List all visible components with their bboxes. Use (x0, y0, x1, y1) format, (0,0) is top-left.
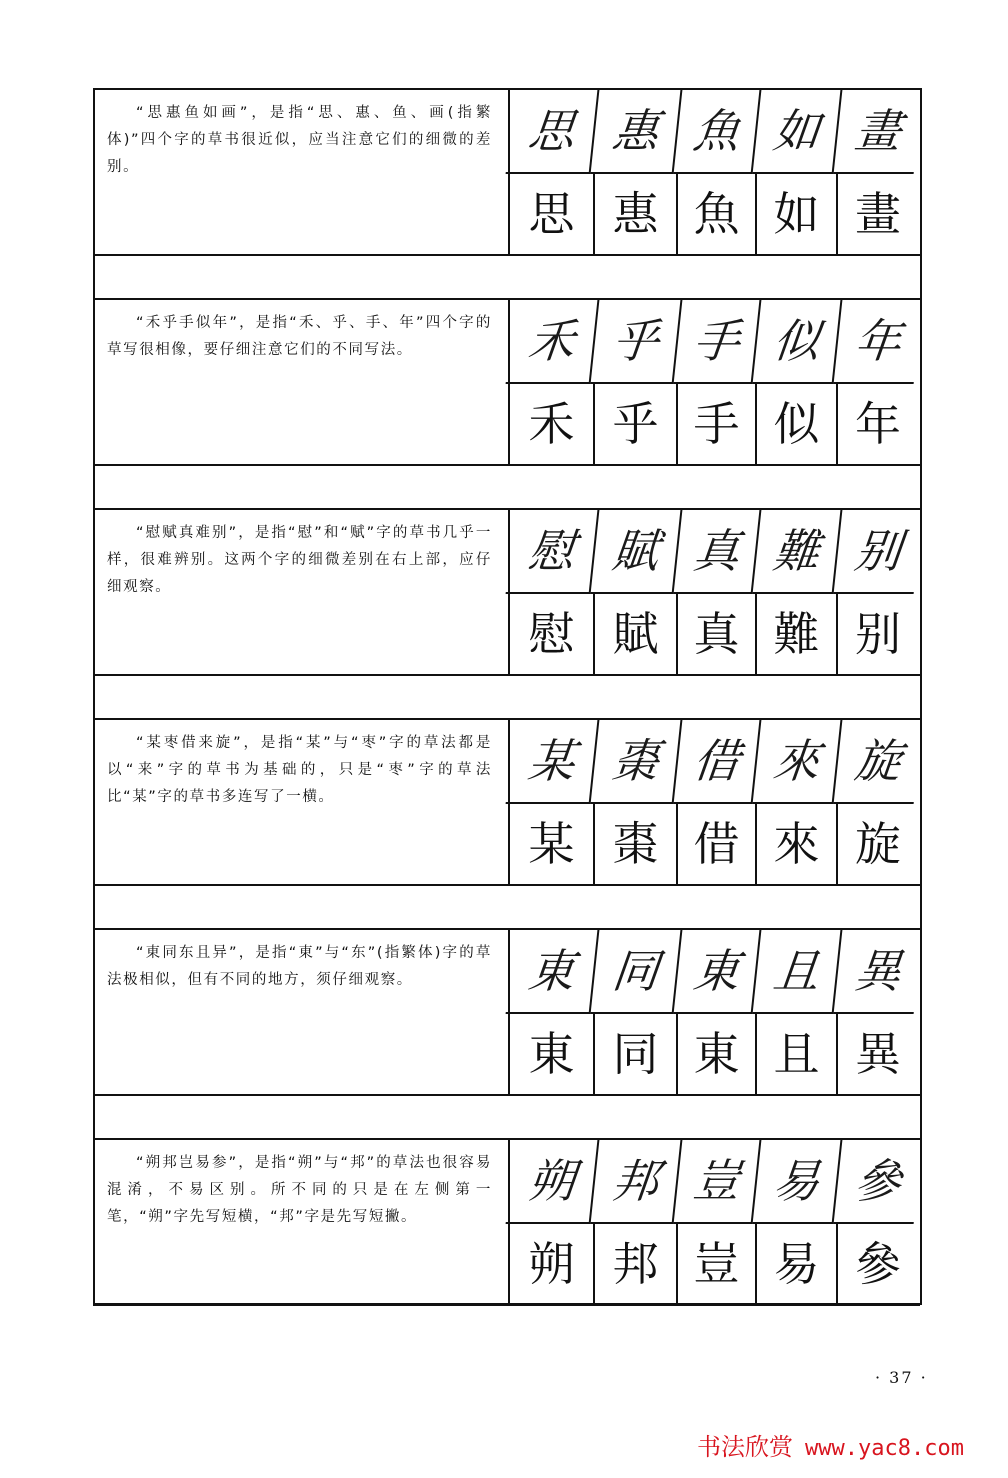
cursive-character-cell: 似 (753, 300, 843, 384)
cursive-character-cell: 朔 (506, 1140, 600, 1224)
regular-character-cell: 東 (510, 1014, 595, 1094)
regular-character-cell: 同 (595, 1014, 678, 1094)
regular-character-cell: 東 (678, 1014, 757, 1094)
section-description: “慰赋真难别”，是指“慰”和“赋”字的草书几乎一样，很难辨别。这两个字的细微差别在右上部，应仔细观察。 (107, 525, 492, 595)
character-grid (508, 1140, 920, 1304)
regular-character-cell: 旋 (855, 817, 901, 871)
regular-character-cell: 乎 (595, 384, 678, 464)
character-grid (508, 510, 920, 674)
cursive-character-cell: 東 (506, 930, 600, 1014)
section-description: “東同东且异”，是指“東”与“东”(指繁体)字的草法极相似，但有不同的地方，须仔细观察。 (107, 945, 492, 988)
comparison-section (93, 508, 920, 676)
regular-character-cell: 畫 (855, 187, 901, 241)
character-grid (508, 90, 920, 254)
regular-character-cell: 朔 (510, 1224, 595, 1304)
regular-character-cell: 禾 (510, 384, 595, 464)
cursive-character-cell: 邦 (591, 1140, 683, 1224)
regular-character-cell: 易 (757, 1224, 838, 1304)
cursive-character-cell: 畫 (834, 90, 923, 174)
comparison-section (93, 928, 920, 1096)
cursive-character-cell: 來 (753, 720, 843, 804)
cursive-character-cell: 豈 (674, 1140, 762, 1224)
regular-character-cell: 手 (678, 384, 757, 464)
comparison-section (93, 718, 920, 886)
character-grid (508, 300, 920, 464)
cursive-character-cell: 棗 (591, 720, 683, 804)
cursive-character-cell: 某 (506, 720, 600, 804)
page-number: · 37 · (875, 1368, 928, 1387)
regular-character-cell: 邦 (595, 1224, 678, 1304)
page-frame (93, 88, 922, 1305)
regular-character-cell: 似 (757, 384, 838, 464)
character-grid (508, 720, 920, 884)
regular-character-cell: 參 (855, 1237, 901, 1291)
section-description: “禾乎手似年”，是指“禾、乎、手、年”四个字的草写很相像，要仔细注意它们的不同写法。 (107, 315, 492, 358)
watermark-label: 书法欣赏 (697, 1433, 793, 1461)
regular-character-cell: 思 (510, 174, 595, 254)
regular-character-cell: 異 (855, 1027, 901, 1081)
regular-character-cell: 年 (855, 397, 901, 451)
cursive-character-cell: 手 (674, 300, 762, 384)
cursive-character-cell: 異 (834, 930, 923, 1014)
cursive-character-cell: 參 (834, 1140, 923, 1224)
cursive-character-cell: 借 (674, 720, 762, 804)
watermark[interactable] (697, 1427, 964, 1462)
regular-character-cell: 别 (855, 607, 901, 661)
cursive-character-cell: 惠 (591, 90, 683, 174)
regular-character-cell: 如 (757, 174, 838, 254)
cursive-character-cell: 魚 (674, 90, 762, 174)
watermark-url[interactable]: www.yac8.com (805, 1436, 964, 1461)
section-description: “思惠鱼如画”，是指“思、惠、鱼、画(指繁体)”四个字的草书很近似，应当注意它们的细微的差别。 (107, 105, 492, 175)
cursive-character-cell: 東 (674, 930, 762, 1014)
cursive-character-cell: 旋 (834, 720, 923, 804)
regular-character-cell: 魚 (678, 174, 757, 254)
regular-character-cell: 棗 (595, 804, 678, 884)
cursive-character-cell: 年 (834, 300, 923, 384)
regular-character-cell: 難 (757, 594, 838, 674)
regular-character-cell: 賦 (595, 594, 678, 674)
regular-character-cell: 借 (678, 804, 757, 884)
cursive-character-cell: 禾 (506, 300, 600, 384)
cursive-character-cell: 真 (674, 510, 762, 594)
regular-character-cell: 來 (757, 804, 838, 884)
regular-character-cell: 惠 (595, 174, 678, 254)
cursive-character-cell: 易 (753, 1140, 843, 1224)
character-grid (508, 930, 920, 1094)
cursive-character-cell: 思 (506, 90, 600, 174)
cursive-character-cell: 如 (753, 90, 843, 174)
cursive-character-cell: 别 (834, 510, 923, 594)
cursive-character-cell: 且 (753, 930, 843, 1014)
regular-character-cell: 且 (757, 1014, 838, 1094)
comparison-section (93, 298, 920, 466)
cursive-character-cell: 慰 (506, 510, 600, 594)
cursive-character-cell: 乎 (591, 300, 683, 384)
regular-character-cell: 豈 (678, 1224, 757, 1304)
section-description: “某枣借来旋”，是指“某”与“枣”字的草法都是以“来”字的草书为基础的，只是“枣”字的草法比“某”字的草书多连写了一横。 (107, 735, 492, 805)
cursive-character-cell: 難 (753, 510, 843, 594)
cursive-character-cell: 賦 (591, 510, 683, 594)
regular-character-cell: 某 (510, 804, 595, 884)
regular-character-cell: 真 (678, 594, 757, 674)
comparison-section (93, 88, 920, 256)
comparison-section (93, 1138, 920, 1306)
cursive-character-cell: 同 (591, 930, 683, 1014)
section-description: “朔邦岂易参”，是指“朔”与“邦”的草法也很容易混淆，不易区别。所不同的只是在左侧第一笔，“朔”字先写短横，“邦”字是先写短撇。 (107, 1155, 492, 1225)
regular-character-cell: 慰 (510, 594, 595, 674)
